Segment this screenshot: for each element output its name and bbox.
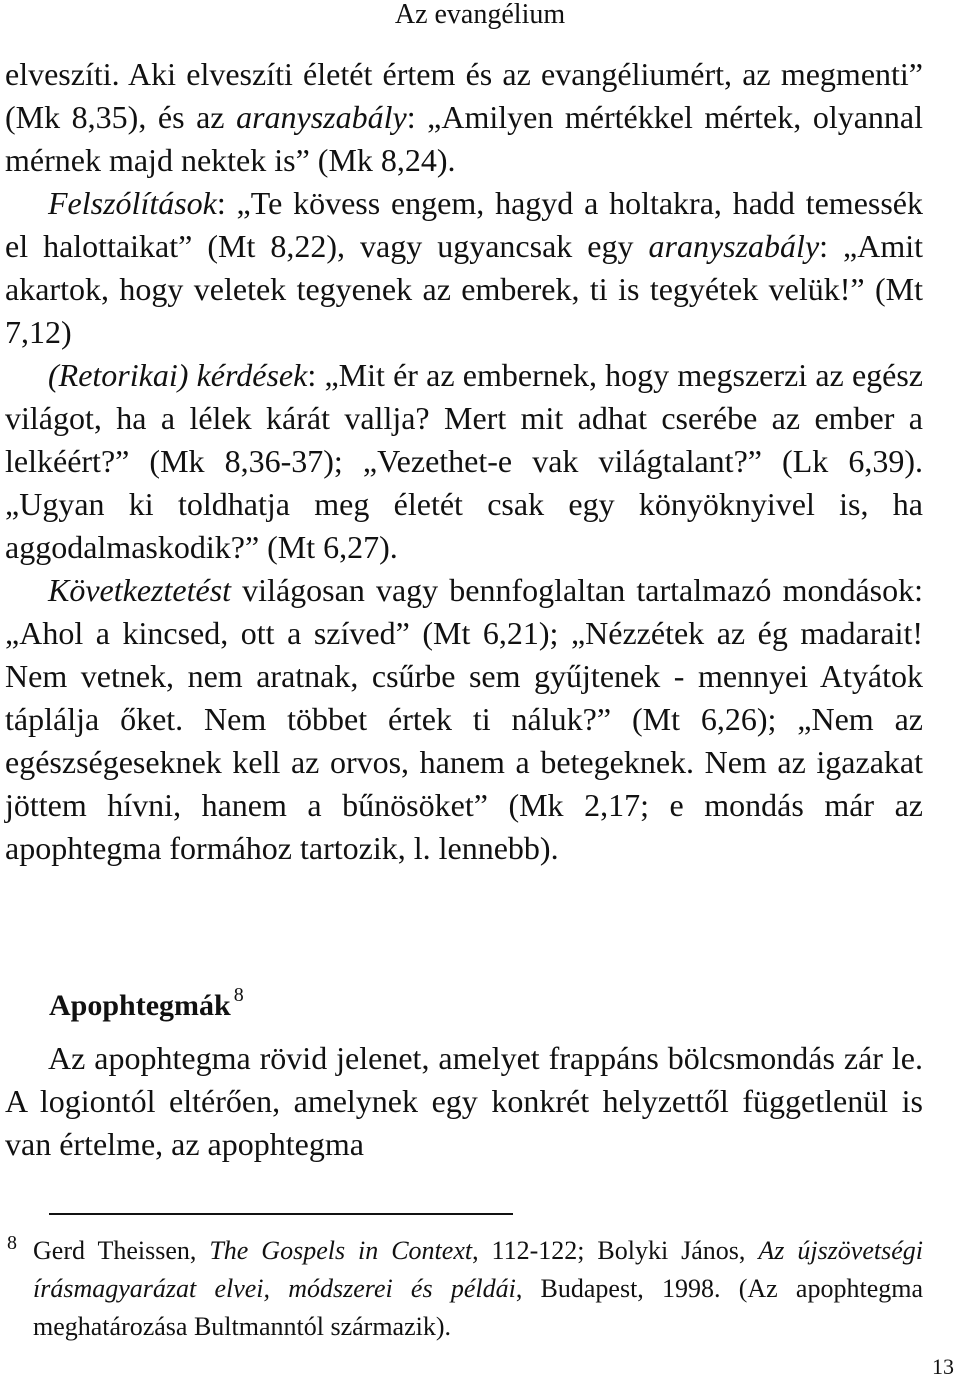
- paragraph-continuation: [5, 53, 923, 182]
- paragraph-kerdesek: [5, 354, 923, 569]
- text-run: Gerd Theissen,: [33, 1236, 210, 1265]
- page-number: 13: [932, 1354, 954, 1379]
- emphasis-term: aranyszabály: [648, 228, 820, 264]
- emphasis-term: (Retorikai) kérdések: [48, 357, 308, 393]
- text-run: elveszíti. Aki elveszíti életét értem és az evangéliumért, az megmenti” (Mk 8,35), és az: [5, 56, 923, 135]
- footnote-body: [33, 1232, 923, 1346]
- paragraph-apophtegma: Az apophtegma rövid jelenet, amelyet frappáns bölcsmondás zár le. A logiontól eltérően, amelynek egy konkrét helyzettől függetlenül is van értelme, az apophtegma: [5, 1040, 923, 1162]
- text-run: : „Amit akartok, hogy veletek tegyenek az emberek, ti is tegyétek velük!” (Mt 7,12): [5, 228, 924, 350]
- paragraph-kovetkeztetes: [5, 569, 923, 870]
- paragraph-felszolitasok: [5, 182, 923, 354]
- footnote: [5, 1232, 923, 1346]
- footnote-mark: 8: [7, 1232, 17, 1254]
- section-text: [5, 1037, 923, 1166]
- text-run: , Budapest, 1998. (Az apophtegma meghatározása Bultmanntól származik).: [33, 1274, 924, 1341]
- book-title: The Gospels in Context: [209, 1236, 473, 1265]
- footnote-reference[interactable]: 8: [233, 984, 244, 1006]
- emphasis-term: Felszólítások: [48, 185, 217, 221]
- text-run: világosan vagy bennfoglaltan tartalmazó mondások: „Ahol a kincsed, ott a szíved” (Mt 6,21); „Nézzétek az ég madarait! Nem vetnek, nem aratnak, csűrbe sem gyűjtenek - mennyei Atyátok táplálja őket. Nem többet értek ti náluk?” (Mt 6,26); „Nem az egészségeseknek kell az orvos, hanem a betegeknek. Nem az igazakat jöttem hívni, hanem a bűnösöket” (Mk 2,17; e mondás már az apophtegma formához tartozik, l. lennebb).: [5, 572, 923, 866]
- footnote-separator: [49, 1213, 513, 1215]
- section-heading-text: Apophtegmák: [49, 989, 231, 1022]
- emphasis-term: Következtetést: [48, 572, 232, 608]
- running-header: [0, 0, 960, 30]
- book-title: Az újszövetségi írásmagyarázat elvei, módszerei és példái: [33, 1236, 923, 1303]
- main-text: [5, 53, 923, 870]
- running-title: Az evangélium: [394, 0, 566, 30]
- section-heading: [49, 975, 244, 1026]
- text-run: : „Te kövess engem, hagyd a holtakra, hadd temessék el halottaikat” (Mt 8,22), vagy ugyancsak egy: [5, 185, 923, 264]
- emphasis-term: aranyszabály: [236, 99, 407, 135]
- text-run: : „Mit ér az embernek, hogy megszerzi az egész világot, ha a lélek kárát vallja? Mert mit adhat cserébe az ember a lelkéért?” (Mk 8,36-37); „Vezethet-e vak világtalant?” (Lk 6,39). „Ugyan ki toldhatja meg életét csak egy könyöknyivel is, ha aggodalmaskodik?” (Mt 6,27).: [5, 357, 924, 565]
- text-run: : „Amilyen mértékkel mértek, olyannal mérnek majd nektek is” (Mk 8,24).: [5, 99, 923, 178]
- text-run: , 112-122; Bolyki János,: [472, 1236, 759, 1265]
